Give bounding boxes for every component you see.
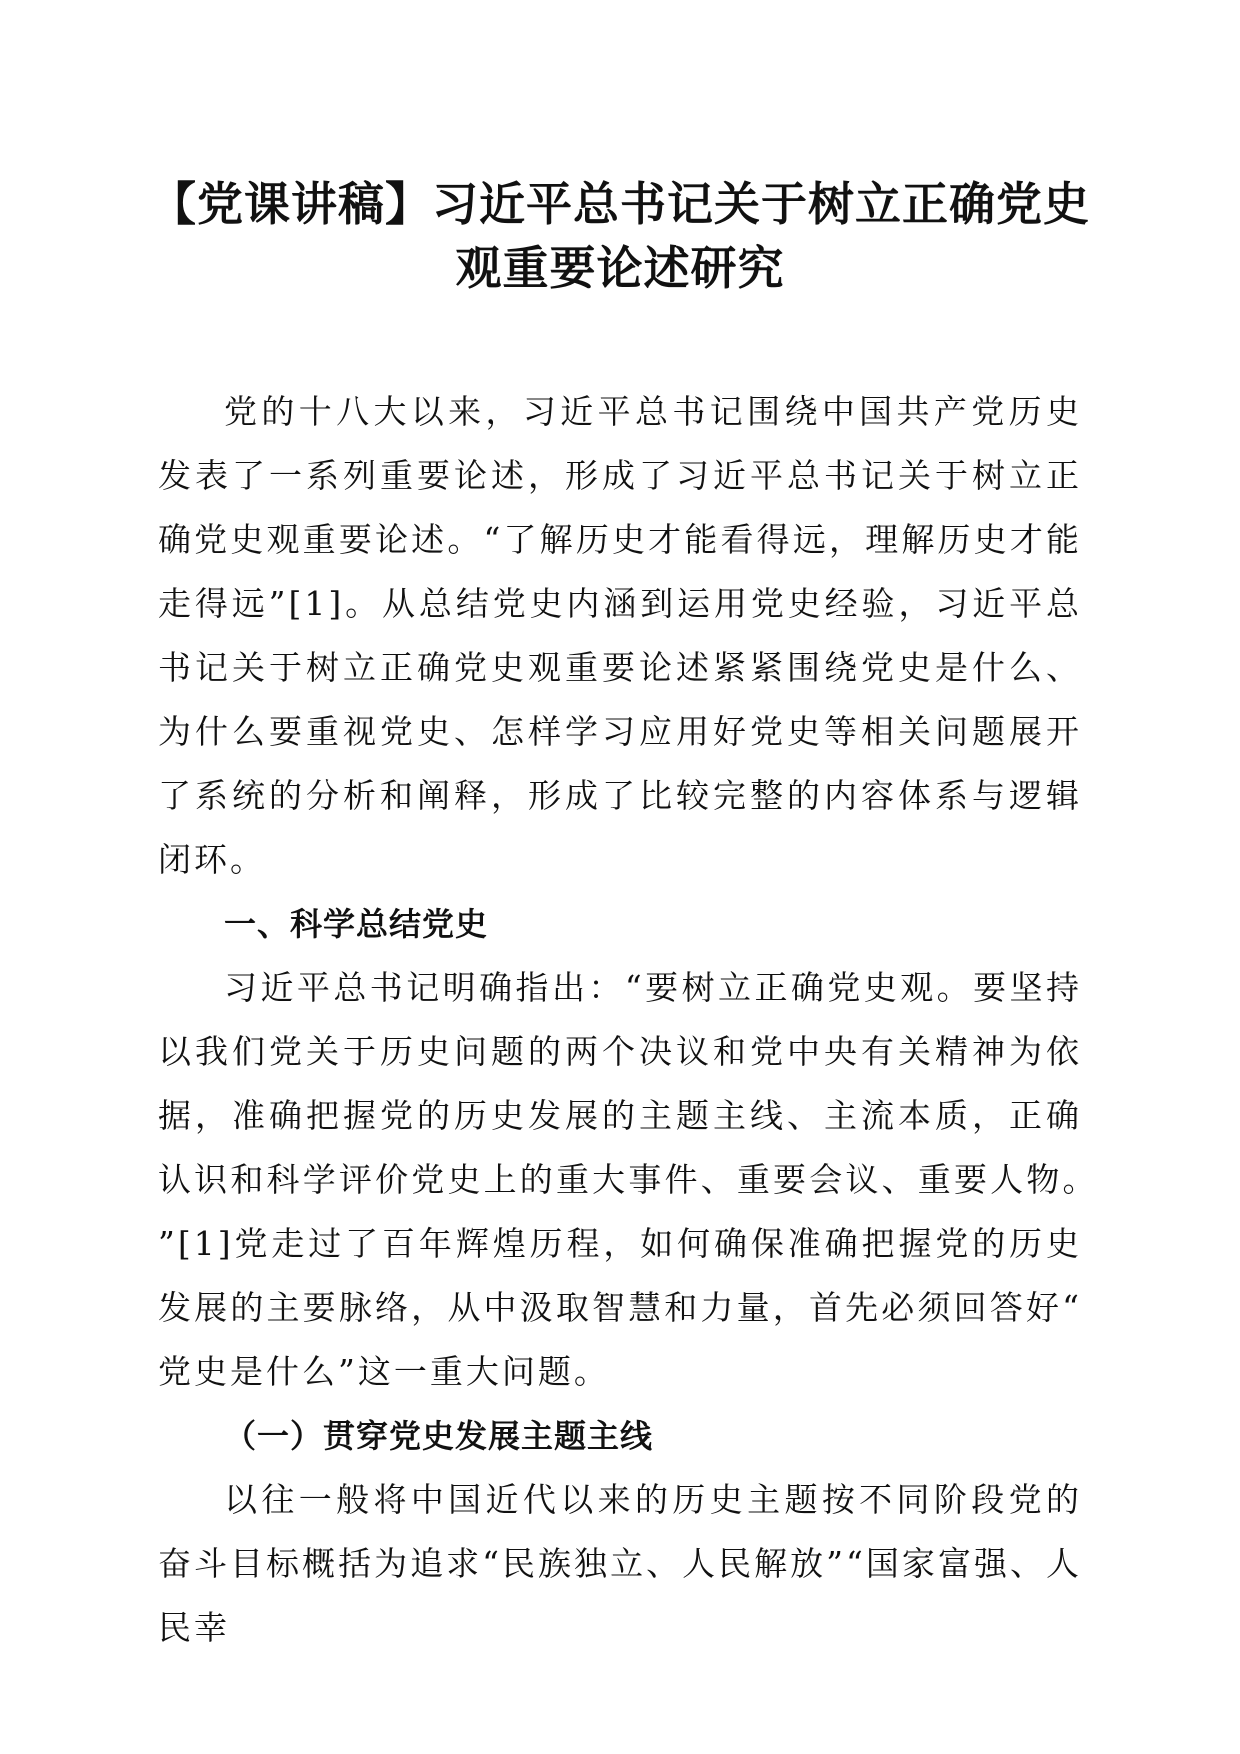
subsection-heading: （一）贯穿党史发展主题主线 [224, 1417, 654, 1455]
intro-paragraph: 党的十八大以来，习近平总书记围绕中国共产党历史发表了一系列重要论述，形成了习近平总书记关于树立正确党史观重要论述。“了解历史才能看得远，理解历史才能走得远”[1]。从总结党史内涵到运用党史经验，习近平总书记关于树立正确党史观重要论述紧紧围绕党史是什么、为什么要重视党史、怎样学习应用好党史等相关问题展开了系统的分析和阐释，形成了比较完整的内容体系与逻辑闭环。 [158, 392, 1082, 879]
document-title [150, 172, 1090, 300]
section-heading: 一、科学总结党史 [224, 905, 489, 943]
document-title-line-1: 【党课讲稿】习近平总书记关于树立正确党史 [150, 177, 1090, 231]
document-title-line-2: 观重要论述研究 [455, 241, 785, 295]
section-paragraph: 习近平总书记明确指出：“要树立正确党史观。要坚持以我们党关于历史问题的两个决议和党中央有关精神为依据，准确把握党的历史发展的主题主线、主流本质，正确认识和科学评价党史上的重大事件、重要会议、重要人物。”[1]党走过了百年辉煌历程，如何确保准确把握党的历史发展的主要脉络，从中汲取智慧和力量，首先必须回答好“党史是什么”这一重大问题。 [158, 968, 1082, 1391]
document-body [158, 380, 1082, 1660]
subsection-paragraph: 以往一般将中国近代以来的历史主题按不同阶段党的奋斗目标概括为追求“民族独立、人民解放”“国家富强、人民幸 [158, 1480, 1082, 1647]
